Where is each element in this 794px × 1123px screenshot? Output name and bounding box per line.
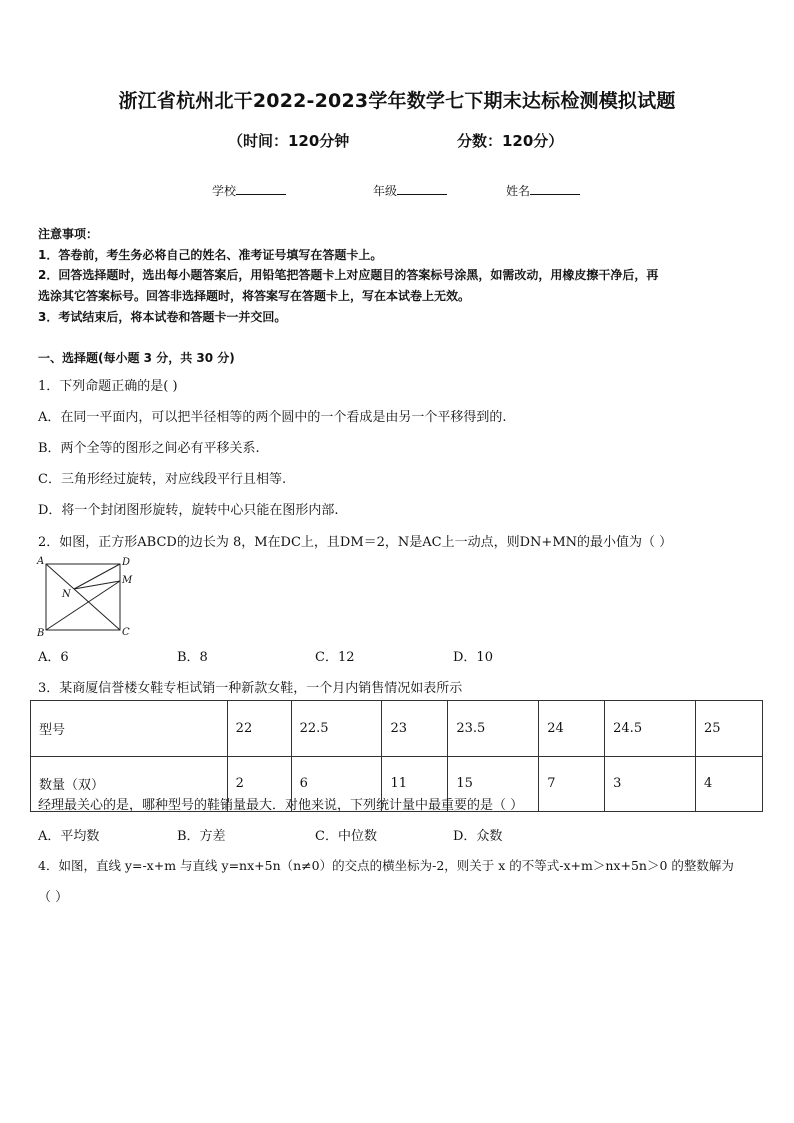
notice-heading: 注意事项： [38,227,99,241]
label-a: A [37,556,45,567]
notice-item-3: 3．考试结束后，将本试卷和答题卡一并交回。 [38,310,287,324]
table-cell: 22 [227,701,291,757]
q3-option-a: A．平均数 [38,829,100,844]
q1-option-b: B．两个全等的图形之间必有平移关系. [38,441,260,456]
table-cell: 15 [448,756,539,812]
label-c: C [122,627,130,637]
label-b: B [37,628,45,637]
grade-blank [397,182,447,195]
q2-option-c: C．12 [315,650,355,665]
square-figure [34,555,134,637]
grade-field [373,182,447,199]
time-info: （时间：120分钟 [228,132,350,150]
table-cell: 3 [605,756,696,812]
q3-option-b: B．方差 [177,829,226,844]
name-field [506,182,580,199]
school-blank [236,182,286,195]
q2-stem: 2．如图，正方形ABCD的边长为 8，M在DC上，且DM＝2，N是AC上一动点，则DN+MN的最小值为（ ） [38,535,673,550]
table-cell: 11 [382,756,448,812]
notice-item-2b: 选涂其它答案标号。回答非选择题时，将答案写在答题卡上，写在本试卷上无效。 [38,289,471,303]
school-label: 学校 [212,184,237,198]
q3-option-d: D．众数 [453,829,503,844]
section-heading: 一、选择题(每小题 3 分，共 30 分) [38,351,235,365]
q4-stem-line2: （ ） [38,890,69,905]
table-cell: 7 [539,756,605,812]
table-cell: 24 [539,701,605,757]
table-cell: 6 [291,756,382,812]
table-cell: 23.5 [448,701,539,757]
segment-mb [46,581,120,630]
table-cell: 22.5 [291,701,382,757]
q2-option-b: B．8 [177,650,208,665]
table-cell: 4 [696,756,763,812]
q1-option-d: D．将一个封闭图形旋转，旋转中心只能在图形内部. [38,503,339,518]
label-m: M [122,575,133,586]
table-cell: 25 [696,701,763,757]
name-label: 姓名 [506,184,531,198]
q3-option-c: C．中位数 [315,829,377,844]
name-blank [530,182,580,195]
table-cell: 型号 [31,701,228,757]
q2-option-d: D．10 [453,650,493,665]
q1-option-a: A．在同一平面内，可以把半径相等的两个圆中的一个看成是由另一个平移得到的. [38,410,507,425]
q4-stem-line1: 4．如图，直线 y=-x+m 与直线 y=nx+5n（n≠0）的交点的横坐标为-2，则关于 x 的不等式-x+m＞nx+5n＞0 的整数解为 [38,858,734,873]
table-cell: 2 [227,756,291,812]
label-d: D [122,557,131,568]
q2-option-a: A．6 [38,650,69,665]
label-n: N [62,589,71,600]
grade-label: 年级 [373,184,398,198]
q1-option-c: C．三角形经过旋转，对应线段平行且相等. [38,472,287,487]
diagonal-ac [46,564,120,630]
table-cell: 23 [382,701,448,757]
notice-item-1: 1．答卷前，考生务必将自己的姓名、准考证号填写在答题卡上。 [38,248,383,262]
page-title: 浙江省杭州北干2022-2023学年数学七下期末达标检测模拟试题 [118,90,676,112]
table-row-size [31,701,763,757]
table-cell: 24.5 [605,701,696,757]
score-info: 分数：120分） [457,132,564,150]
notice-item-2a: 2．回答选择题时，选出每小题答案后，用铅笔把答题卡上对应题目的答案标号涂黑，如需改动，用橡皮擦干净后，再 [38,268,659,282]
table-cell: 数量（双） [31,756,228,812]
school-field [212,182,286,199]
q3-stem: 3．某商厦信誉楼女鞋专柜试销一种新款女鞋，一个月内销售情况如表所示 [38,681,463,696]
q3-followup-text: 经理最关心的是，哪种型号的鞋销量最大．对他来说，下列统计量中最重要的是（ ） [38,798,524,813]
q1-stem: 1．下列命题正确的是( ) [38,379,178,394]
